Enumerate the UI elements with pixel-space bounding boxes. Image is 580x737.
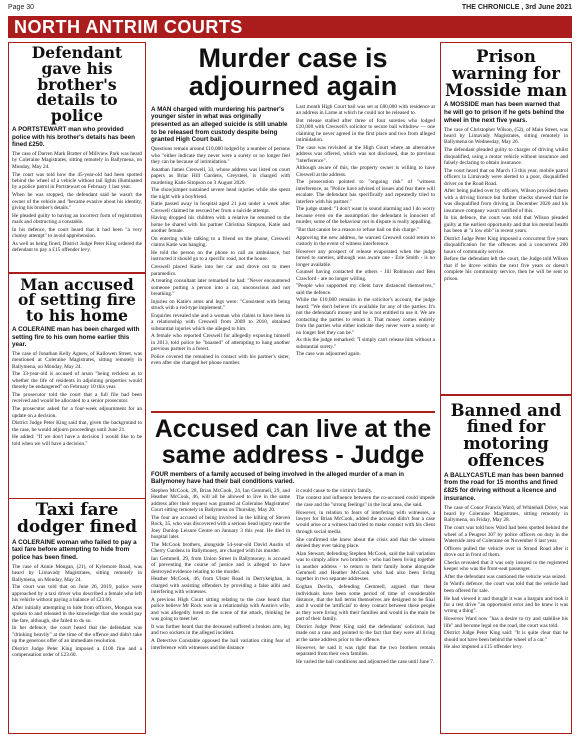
- paragraph: it could cause to the victim's family.: [296, 487, 373, 494]
- paragraph: Injuries on Katie's arms and legs were: "Consistent with being struck with a rod-type implement.": [151, 298, 290, 312]
- headline: Accused can live at the same address - Judge: [154, 414, 432, 469]
- story-murder-case: [151, 42, 435, 410]
- headline: Prison warning for Mosside man: [444, 47, 568, 100]
- paragraph: The prosecutor asked for a four-week adjournment for an update on a decision.: [12, 406, 142, 419]
- paragraph: He pleaded guilty to having an incorrect form of registration mark and obstructing a constable.: [12, 212, 142, 226]
- paragraph: He had viewed it and thought it was a bargain and took it for a test drive "an opportunist error and he knew it was wrong a thing".: [444, 595, 568, 615]
- paragraph: When he was stopped, the defendant said he wasn't the owner of the vehicle and "became evasive about his identity, giving his brother's details.": [12, 192, 142, 211]
- paragraph: The case of Jonathan Kelly Agnew, of Kallowen Street, was mentioned at Coleraine Magistrates, sitting remotely in Ballymena, on Monday, May 24.: [12, 350, 142, 370]
- text-column: [151, 488, 290, 666]
- paragraph: The four are accused of being involved in the killing of Steven Rock, 35, who was discovered with a serious head injury near the Joey Dunlop Leisure Centre on January 3 this year. He died in hospital later.: [151, 514, 290, 541]
- paragraph: She confirmed she knew about the crisis and that the witness denied they ever taking place.: [296, 536, 435, 550]
- divider: [441, 394, 571, 396]
- text-column: [296, 104, 435, 410]
- paragraph: The court heard that on March 13 this year, mobile patrol officers in Limavady were alerted to a poor, disqualified driver on the Road Road.: [444, 167, 568, 187]
- story-defendant-gave-details: [9, 43, 145, 271]
- paragraph: "People who supported my client have distanced themselves," said the defence.: [296, 283, 435, 296]
- story-taxi-fare: [9, 500, 145, 732]
- paragraph: After the defendant was cautioned the vehicle was seized.: [444, 573, 567, 580]
- paragraph: The context and influence between the co-accused could impede the case and the "strong feelings" in the local area, she said.: [296, 495, 435, 508]
- paragraph: The court was told that on June 26, 2019, police were approached by a taxi driver who described a female who left his vehicle without paying a balance of £23.60.: [12, 584, 142, 604]
- paragraph: The court was told how Ward had been spotted behind the wheel of a Peugeot 307 by police officers on duty in the Waterside area of Coleraine on November 6 last year.: [444, 525, 568, 544]
- paragraph: Heather McCook, 46, from Ulster Road in Derrykeighan, is charged with assisting offenders by providing a false alibi and interfering with witnesses.: [151, 576, 290, 596]
- paragraph: Approving the new address, he warned Creswell could return to custody in the event of witness interference.: [296, 234, 435, 248]
- paragraph: District Judge Peter King said that, given the background to the case, he would adjourn proceedings until June 21.: [12, 420, 142, 433]
- paragraph: Stephen McCook, 28, Brian McCook, 24, Ian Gemmell, 29, and Heather McCook, 46, will all be allowed to live in the same address after their request was granted at Coleraine Magistrates' Court sitting remotely in Ballymena on Thursday, May 20.: [151, 487, 290, 514]
- lead-paragraph: A PORTSTEWART man who provided police with his brother's details has been fined £250.: [12, 125, 135, 149]
- paragraph: Jonathan James Creswell, 33, whose address was listed on court papers as Briar Hill Gardens, Greysteel, is charged with murdering Katie Simpson on 3 August 2020.: [151, 166, 290, 186]
- paragraph: The prosecutor told the court that a full file had been received and would be allocated to a senior prosecutor.: [12, 392, 142, 405]
- paragraph: Katie passed away in hospital aged 21 just under a week after Creswell claimed he rescued her from a suicide attempt.: [151, 201, 290, 214]
- paragraph: But release stalled after three of four sureties who lodged £10,000 with Creswell's solicitor to secure bail withdrew — one claiming he never agreed in the first place and two from alleged intimidation.: [296, 117, 435, 144]
- paragraph: In his defence, the court heard that it had been "a very clumsy attempt" to avoid apprehension.: [12, 226, 142, 240]
- paragraph: Last month High Court bail was set at £80,000 with residence at an address in Larne at which he could not be released to.: [296, 103, 435, 117]
- paragraph: He also imposed a £15 offender levy.: [444, 644, 523, 651]
- paragraph: The case of Annie Mongan, (21), of Kylemore Road, was heard by Limavady Magistrates, sitting remotely in Ballymena, on Monday, May 24.: [12, 563, 142, 583]
- paragraph: He varied the bail conditions and adjourned the case until June 7.: [296, 658, 435, 665]
- paragraph: The case was revisited at the High Court where an alternative address was offered, which was not disclosed, due to previous "interference".: [296, 144, 435, 164]
- paragraph: On entering while talking to a friend on the phone, Creswell claims Katie was hanging.: [151, 235, 290, 249]
- paragraph: Officers pulled the vehicle over in Strand Road after it drove out in front of them.: [444, 545, 568, 559]
- paragraph: The McCook brothers, alongside 54-year-old David Austin of Cherry Gardens in Ballymoney, are charged with his murder.: [151, 541, 290, 555]
- paragraph: "But that cannot be a reason to refuse bail on this charge.": [296, 226, 420, 233]
- paragraph: A previous High Court sitting relating to the case heard that police believe Mr Rock was in a relationship with Austin's wife, and was allegedly lured to the scene of the attack, thinking he was going to meet her.: [151, 597, 290, 623]
- story-man-accused-fire: [9, 275, 145, 497]
- paragraph: The case of Christopher Wilson, (52), of Main Street, was heard by Limavady Magistrates, sitting remotely in Ballymena on Wednesday, May 26.: [444, 126, 568, 146]
- paragraph: However, he said it was right that the two brothers remain separated from their own families.: [296, 644, 435, 658]
- lead-paragraph: A MOSSIDE man has been warned that he will go to prison if he gets behind the wheel in the next five years.: [444, 101, 565, 124]
- headline: Banned and fined for motoring offences: [450, 400, 562, 470]
- paragraph: While the £10,000 remains in the solicitor's account, the judge heard: "We don't believe it's available for any of the parties. It's not the defendant's money and he is not entitled to use it. We are contacting the parties to return it. That money comes entirely from the parties who either indicate they never were a surety or no longer feel they can be.": [296, 297, 435, 336]
- paragraph: The case of Darren Mark Bratter of Millview Park was heard by Coleraine Magistrates, sitting remotely in Ballymena, on Monday, May 24.: [12, 151, 142, 170]
- story-prison-warning: [441, 43, 571, 393]
- lead-paragraph: A COLERAINE man has been charged with setting fire to his own home earlier this year.: [12, 325, 140, 349]
- paragraph: Creswell placed Katie into her car and drove out to meet paramedics.: [151, 264, 290, 277]
- paragraph: A Detective Constable opposed the bail variation citing fear of interference with witnesses and the distance: [151, 638, 290, 651]
- paragraph: The showjumper sustained severe head injuries while she spent the night with a boyfriend.: [151, 187, 290, 200]
- paragraph: The judge stated: "I don't want to sound alarming and I do worry because even on the assumption the defendant is innocent of murder, some of the behaviour not in dispute is really appalling.: [296, 206, 435, 226]
- paragraph: District Judge Peter King imposed a £100 fine and a compensation order of £23.60.: [12, 645, 142, 659]
- paragraph: The case was adjourned again.: [296, 351, 361, 358]
- paragraph: A treating consultant later remarked he had: "Never encountered someone putting a person into a car, unconscious and not breathing.": [151, 278, 290, 298]
- text-column: [296, 488, 435, 666]
- story-accused-same-address: [151, 414, 435, 732]
- paragraph: A female who reported Creswell for allegedly exposing himself in 2013, told police he "boasted" of attempting to hang another previous partner in a forest.: [151, 333, 290, 353]
- paragraph: As well as being fined, District Judge Peter King ordered the defendant to pay a £15 offender levy.: [12, 240, 142, 254]
- story-banned-and-fined: [441, 397, 571, 727]
- paragraph: In her defence, the court heard that the defendant was "drinking heavily" at the time of the offence and didn't take up the generous offer of an immediate resolution.: [12, 625, 142, 645]
- paragraph: As this the judge remarked: "I simply can't release him without a substantial surety.": [296, 337, 435, 350]
- paragraph: However any prospect of release evaporated when the judge turned to sureties, although was aware one - Erie Smith - is no longer available.: [296, 248, 435, 268]
- divider: [9, 498, 145, 500]
- paragraph: Questions remain around £10,000 lodged by a number of persons who "either indicate they never were a surety or no longer feel they can be because of intimidation.": [151, 146, 290, 165]
- lead-paragraph: A COLERAINE woman who failed to pay a taxi fare before attempting to hide from police has been fined.: [12, 538, 137, 561]
- headline: Murder case is adjourned again: [188, 43, 398, 102]
- lead-paragraph: A MAN charged with murdering his partner's younger sister in what was originally presented as an alleged suicide is still unable to be released from custody despite being granted High Court bail.: [151, 105, 288, 144]
- paragraph: The 33-year-old is accused of arson "being reckless as to whether the life of residents in adjoining properties would thereby be endangered" on February 10 this year.: [12, 371, 142, 391]
- paragraph: Before the defendant left the court, the Judge told Wilson that if he drove within the next five years or doesn't complete his community service, then he will be sent to prison.: [444, 256, 568, 282]
- paragraph: The court was told how the 45-year-old had been spotted behind the wheel of a vehicle without tail lights illuminated by a police patrol in Portstewart on February 1 last year.: [12, 171, 142, 191]
- page-number: Page 30: [8, 4, 35, 11]
- publication-date: THE CHRONICLE , 3rd June 2021: [461, 4, 572, 11]
- lead-paragraph: A BALLYCASTLE man has been banned from the road for 15 months and fined £825 for driving without a licence and insurance.: [444, 471, 564, 502]
- paragraph: Although aware of this, the property owner is willing to have Creswell at the address.: [296, 165, 435, 178]
- paragraph: District Judge Peter King said: "It is quite clear that he should not have been behind the wheel of a car.": [444, 630, 568, 643]
- paragraph: Eoghan Devlin, defending Gemmell, argued that these individuals have been some period of time of considerable distance, that the bail terms themselves are designed to be final and it would be 'artificial' to deny contact between these people as they were living with their families and would in the main be part of their family.: [296, 584, 435, 623]
- paragraph: He added: "If we don't have a decision I would like to be told when we will have a decision.": [12, 434, 142, 447]
- paragraph: After being pulled over by officers, Wilson provided them with a driving licence but further checks showed that he was disqualified from driving in December 2020 and his insurance company wasn't notified of this.: [444, 188, 568, 214]
- paragraph: However, in relation to fears of interfering with witnesses, a lawyer for Brian McCook, added the accused didn't fear a case would arise or a witness had tried to make contact with his client through social media.: [296, 509, 435, 535]
- paragraph: Having dropped his children with a relative he returned to the home he shared with his partner Christina Simpson, Katie and another female.: [151, 215, 290, 235]
- paragraph: However Ward now "has a desire to try and stabilise his life" and become legal on the road, the court was told.: [444, 616, 568, 629]
- paragraph: He told the person on the phone to call an ambulance, but instructed it should go to a specific road, not the house.: [151, 249, 290, 263]
- main-column: [151, 42, 435, 734]
- divider: [151, 411, 435, 413]
- text-column: [151, 104, 290, 410]
- paragraph: In Ward's defence, the court was told that the vehicle had been offered for sale.: [444, 581, 568, 594]
- headline: Man accused of setting fire to his home: [18, 274, 136, 326]
- paragraph: Ian Gemmell, 29, from Union Street in Ballymoney, is accused of preventing the course of justice and is alleged to have destroyed evidence relating to the murder.: [151, 555, 290, 575]
- headline: Taxi fare dodger fined: [16, 500, 138, 538]
- section-banner: NORTH ANTRIM COURTS: [8, 16, 572, 38]
- paragraph: It was further heard that the deceased suffered a broken arm, leg and two sockets in the alleged incident.: [151, 624, 290, 637]
- paragraph: After initially attempting to hide from officers, Mongan was spoken to and released in the knowledge that she would pay the fare, although, she failed to do so.: [12, 604, 142, 624]
- paragraph: District Judge Peter King imposed a concurrent five years disqualification for the offences and a concurrent 200 hours of community service.: [444, 235, 568, 255]
- paragraph: The defendant pleaded guilty to charges of driving whilst disqualified, using a motor vehicle without insurance and falsely declaring to obtain insurance.: [444, 147, 568, 166]
- paragraph: The prosecution pointed to "ongoing risk" of "witness interference, as "Police have advised of issues and fear there will escalate. The defendant has specifically and repeatedly tried to interfere with his partner.": [296, 179, 435, 205]
- left-column: [8, 42, 146, 734]
- paragraph: District Judge Peter King said the defendants' solicitors had made out a case and pointed to the fact that they were all living at the same address prior to the offence.: [296, 624, 435, 643]
- right-column: [440, 42, 572, 734]
- paragraph: In his defence, the court was told that Wilson pleaded guilty at the earliest opportunity and that his mental health has been at "a low ebb" in recent years.: [444, 215, 568, 235]
- lead-paragraph: FOUR members of a family accused of being involved in the alleged murder of a man in Ballymoney have had their bail conditions varied.: [151, 471, 404, 486]
- paragraph: Alan Stewart, defending Stephen McCook, said the bail variation was to simply allow two brothers - who had been living together in another address - to return to their family home alongside Gemmell and Heather McCook who had also been living together in two separate addresses.: [296, 550, 435, 583]
- paragraph: Checks revealed that it was only insured to the registered keeper who was the front-seat passenger.: [444, 559, 568, 573]
- divider: [9, 272, 145, 274]
- paragraph: Enquiries revealed she and a woman who claims to have been in a relationship with Creswell from 2009 to 2010, obtained substantial injuries which she alleged to him.: [151, 312, 290, 332]
- paragraph: Police covered the remained in contact with his partner's sister, even after she changed her phone number.: [151, 353, 290, 367]
- headline: Defendant gave his brother's details to police: [31, 43, 123, 126]
- page-header: [8, 3, 572, 15]
- paragraph: Counsel having contacted the others - Jill Robinson and Ben Crawford - are no longer willing.: [296, 269, 435, 282]
- paragraph: The case of Conor Francis Ward, of Whitehall Drive, was heard by Coleraine Magistrates, sitting remotely in Ballymena, on Friday, May 28.: [444, 504, 568, 524]
